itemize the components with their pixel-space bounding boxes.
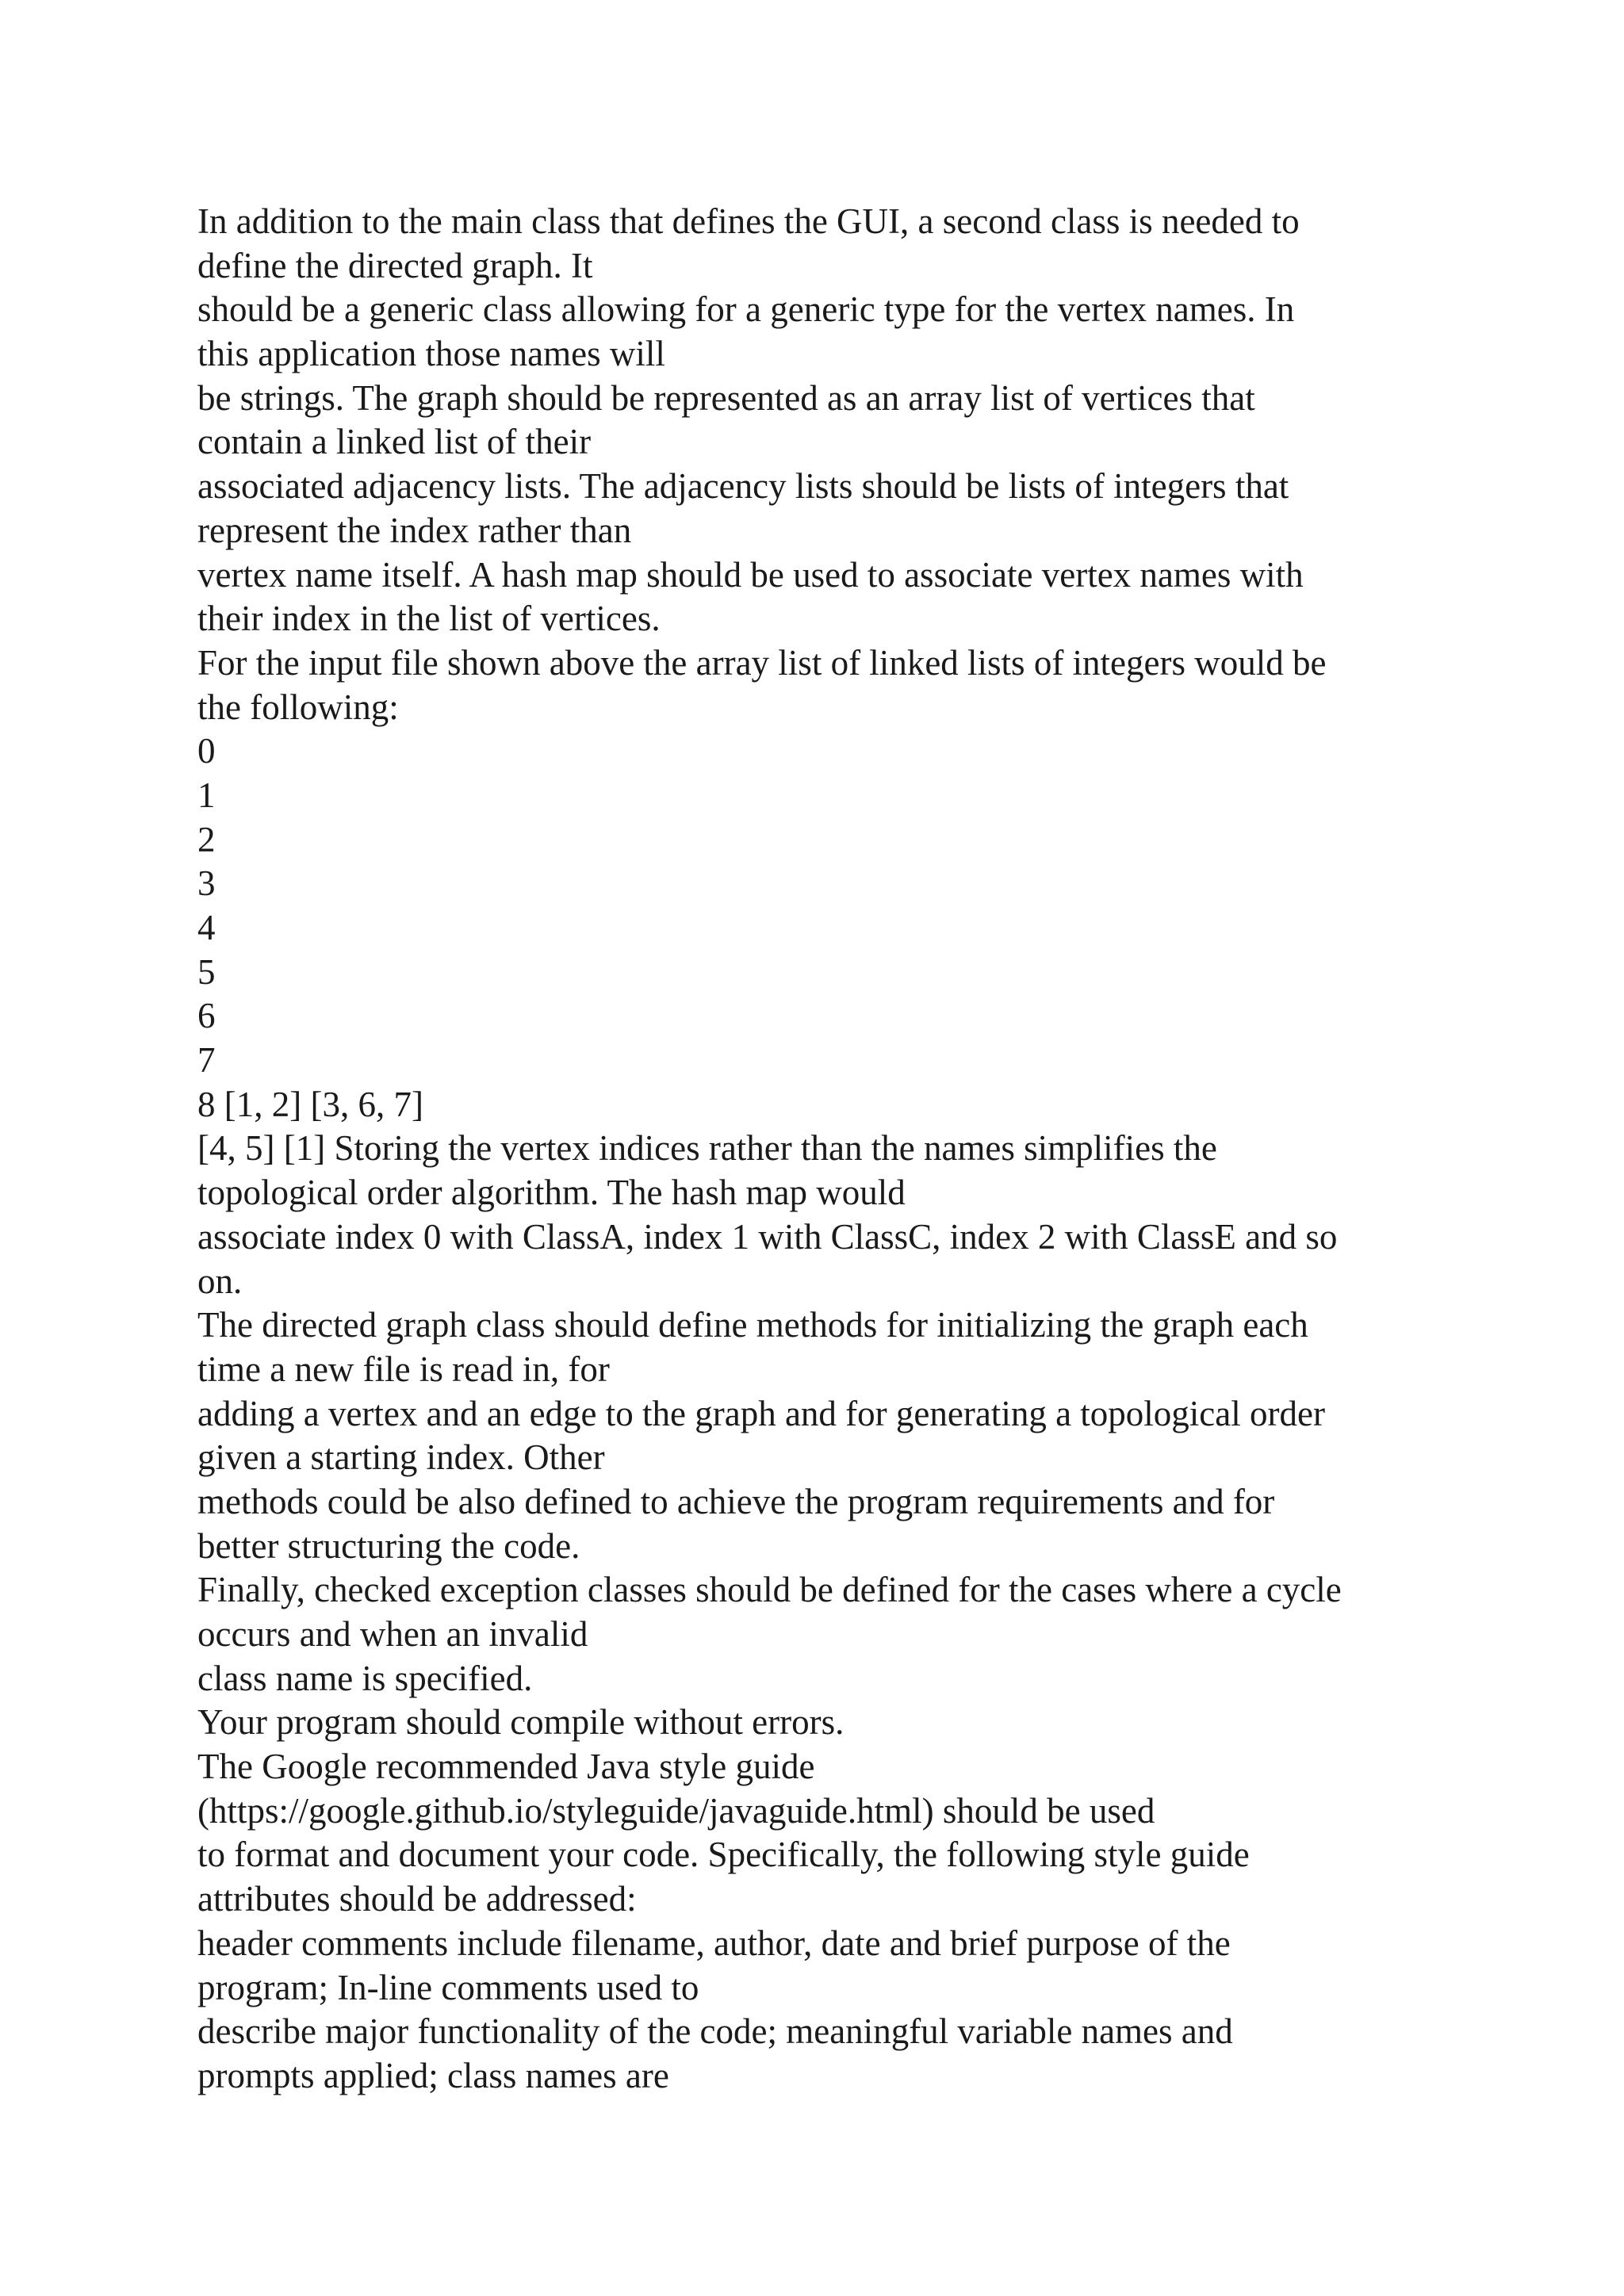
- text-line: In addition to the main class that defines the GUI, a second class is needed to: [197, 201, 1300, 241]
- text-line: class name is specified.: [197, 1658, 533, 1698]
- text-line: given a starting index. Other: [197, 1437, 605, 1478]
- text-line: 2: [197, 819, 216, 859]
- text-line: 8 [1, 2] [3, 6, 7]: [197, 1084, 423, 1124]
- text-line: be strings. The graph should be represented as an array list of vertices that: [197, 377, 1255, 418]
- text-line: vertex name itself. A hash map should be used to associate vertex names with: [197, 554, 1304, 595]
- text-line: topological order algorithm. The hash map would: [197, 1173, 906, 1213]
- text-line: represent the index rather than: [197, 510, 632, 550]
- text-line: this application those names will: [197, 334, 665, 374]
- text-line: [4, 5] [1] Storing the vertex indices rather than the names simplifies the: [197, 1128, 1217, 1169]
- text-line: occurs and when an invalid: [197, 1614, 588, 1654]
- text-line: 6: [197, 996, 216, 1036]
- text-line: on.: [197, 1261, 243, 1301]
- text-line: to format and document your code. Specifically, the following style guide: [197, 1835, 1250, 1875]
- text-line: should be a generic class allowing for a generic type for the vertex names. In: [197, 289, 1295, 330]
- text-line: 1: [197, 775, 216, 815]
- text-line: prompts applied; class names are: [197, 2055, 669, 2095]
- text-line: header comments include filename, author, date and brief purpose of the: [197, 1923, 1231, 1963]
- text-line: The Google recommended Java style guide: [197, 1747, 815, 1787]
- text-line: Finally, checked exception classes should be defined for the cases where a cycle: [197, 1570, 1342, 1610]
- text-line: describe major functionality of the code; meaningful variable names and: [197, 2011, 1233, 2052]
- text-line: 3: [197, 863, 216, 904]
- text-line: The directed graph class should define methods for initializing the graph each: [197, 1305, 1308, 1345]
- document-body: [197, 200, 1450, 2099]
- text-line: the following:: [197, 687, 399, 727]
- text-line: 5: [197, 951, 216, 992]
- text-line: adding a vertex and an edge to the graph and for generating a topological order: [197, 1393, 1325, 1433]
- text-line: attributes should be addressed:: [197, 1879, 637, 1919]
- text-line: For the input file shown above the array list of linked lists of integers would be: [197, 642, 1327, 683]
- text-line: associate index 0 with ClassA, index 1 with ClassC, index 2 with ClassE and so: [197, 1216, 1338, 1257]
- text-line: associated adjacency lists. The adjacency lists should be lists of integers that: [197, 466, 1289, 507]
- text-line: 0: [197, 731, 216, 771]
- text-line: define the directed graph. It: [197, 245, 593, 285]
- text-line: contain a linked list of their: [197, 422, 592, 462]
- text-line: 7: [197, 1040, 216, 1081]
- text-line: (https://google.github.io/styleguide/javaguide.html) should be used: [197, 1790, 1155, 1831]
- text-line: their index in the list of vertices.: [197, 599, 661, 639]
- text-line: time a new file is read in, for: [197, 1349, 610, 1389]
- text-line: methods could be also defined to achieve the program requirements and for: [197, 1481, 1275, 1521]
- text-line: Your program should compile without errors.: [197, 1702, 845, 1743]
- text-line: program; In-line comments used to: [197, 1967, 699, 2007]
- text-line: better structuring the code.: [197, 1525, 580, 1566]
- text-line: 4: [197, 908, 216, 947]
